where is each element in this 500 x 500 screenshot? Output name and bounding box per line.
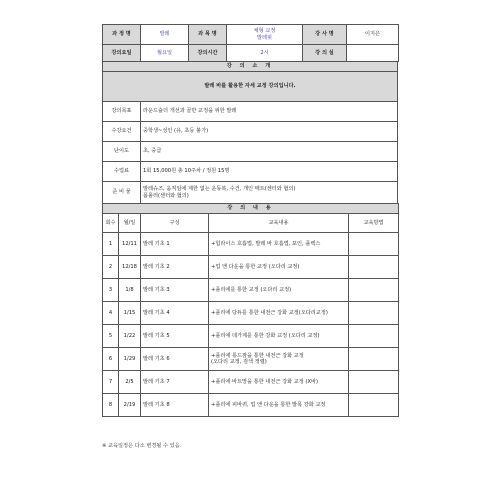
table-row <box>103 279 399 302</box>
row-content <box>209 233 349 256</box>
row-method <box>349 279 399 302</box>
col-header-date: 월/일 <box>119 214 141 233</box>
subject-value-line1: 체형 교정 <box>253 28 276 35</box>
intro-table <box>102 61 398 102</box>
row-method <box>349 348 399 371</box>
row-number: 2 <box>103 256 119 279</box>
table-row <box>103 302 399 325</box>
footnote: ※ 교육일정은 다소 변경될 수 있음. <box>102 443 182 449</box>
row-content <box>209 394 349 417</box>
row-date: 1/29 <box>119 348 141 371</box>
class-time-value: 2시 <box>227 45 303 62</box>
row-content <box>209 302 349 325</box>
row-topic: 발레 기초 4 <box>141 302 209 325</box>
level-label: 난이도 <box>103 142 141 162</box>
row-topic: 발레 기초 1 <box>141 233 209 256</box>
class-time-label: 강의시간 <box>189 45 227 62</box>
row-date: 1/22 <box>119 325 141 348</box>
row-content-line1: +플리에 당듀를 통한 내전근 강화 교정(오다리교정) <box>211 309 328 316</box>
row-date: 1/8 <box>119 279 141 302</box>
row-content-line1: +업 앤 다운을 통한 교정 (오다리 교정) <box>211 263 300 270</box>
row-content-line1: +힙라이스 호흡법, 발레 바 호흡법, 포인, 플렉스 <box>211 240 321 247</box>
schedule-body <box>103 233 399 417</box>
materials-value <box>141 182 398 204</box>
materials-line1: 발레슈즈, 움직임에 제한 없는 운동복, 수건, 개인 매트(센터와 협의) <box>143 186 296 193</box>
row-content-line1: +플리에 롱드잠을 통한 내전근 강화 교정 <box>211 352 304 359</box>
classroom-value <box>347 45 399 62</box>
table-row <box>103 256 399 279</box>
row-date: 2/5 <box>119 371 141 394</box>
row-topic: 발레 기초 8 <box>141 394 209 417</box>
subject-label: 과 목 명 <box>189 25 227 45</box>
row-content <box>209 371 349 394</box>
schedule-band: 강 의 내 용 <box>103 204 399 214</box>
materials-line2: 폼롤러(센터와 협의) <box>143 192 189 199</box>
row-content <box>209 348 349 371</box>
row-content-line1: +플리에 피바퀴, 업 앤 다운을 통한 발목 강화 교정 <box>211 401 326 408</box>
class-day-value: 월요일 <box>141 45 189 62</box>
row-content-line2: (오다리 교정, 검색 정렬) <box>211 359 267 365</box>
row-method <box>349 325 399 348</box>
row-number: 3 <box>103 279 119 302</box>
row-number: 8 <box>103 394 119 417</box>
row-content-line1: +플리에 데가제를 통한 강화 교정 (오다리 교정) <box>211 332 320 339</box>
row-method <box>349 302 399 325</box>
intro-band: 강 의 소 개 <box>103 62 398 72</box>
row-method <box>349 371 399 394</box>
course-info-table <box>102 101 398 204</box>
row-date: 12/11 <box>119 233 141 256</box>
target-value: 중학생~성인 (유, 초등 불가) <box>141 122 398 142</box>
row-topic: 발레 기초 7 <box>141 371 209 394</box>
row-number: 5 <box>103 325 119 348</box>
row-number: 1 <box>103 233 119 256</box>
classroom-label: 강 의 실 <box>303 45 347 62</box>
row-topic: 발레 기초 6 <box>141 348 209 371</box>
course-document <box>102 24 398 417</box>
row-content-line1: +플리에 바트망을 통한 내전근 강화 교정 (X바) <box>211 378 319 385</box>
table-row <box>103 394 399 417</box>
row-method <box>349 394 399 417</box>
col-header-content: 교육내용 <box>209 214 349 233</box>
row-content <box>209 256 349 279</box>
level-value: 초, 중급 <box>141 142 398 162</box>
course-name-value: 발레 <box>141 25 189 45</box>
row-content-line1: +플리에를 통한 교정 (오다리 교정) <box>211 286 292 293</box>
row-topic: 발레 기초 2 <box>141 256 209 279</box>
row-date: 2/19 <box>119 394 141 417</box>
schedule-table <box>102 203 399 417</box>
subject-value-line2: 발레핏 <box>256 34 273 41</box>
table-row <box>103 348 399 371</box>
fee-value: 1회 15,000원 총 10주차 / 정원 15명 <box>141 162 398 182</box>
table-row <box>103 371 399 394</box>
row-date: 12/18 <box>119 256 141 279</box>
course-name-label: 과 정 명 <box>103 25 141 45</box>
row-number: 7 <box>103 371 119 394</box>
row-method <box>349 233 399 256</box>
teacher-value: 이지은 <box>347 25 399 45</box>
col-header-no: 회수 <box>103 214 119 233</box>
target-label: 수강요건 <box>103 122 141 142</box>
row-method <box>349 256 399 279</box>
subject-value <box>227 25 303 45</box>
row-date: 1/15 <box>119 302 141 325</box>
course-header-table <box>102 24 399 62</box>
row-topic: 발레 기초 3 <box>141 279 209 302</box>
row-topic: 발레 기초 5 <box>141 325 209 348</box>
col-header-topic: 구성 <box>141 214 209 233</box>
fee-label: 수업료 <box>103 162 141 182</box>
table-row <box>103 233 399 256</box>
intro-text: 발레 바를 활용한 자세 교정 강의입니다. <box>103 72 398 102</box>
teacher-label: 강 사 명 <box>303 25 347 45</box>
goal-label: 강의목표 <box>103 102 141 122</box>
class-day-label: 강의요일 <box>103 45 141 62</box>
materials-label: 준 비 물 <box>103 182 141 204</box>
row-content <box>209 279 349 302</box>
goal-value: 라운드숄더 개선과 골반 교정을 위한 발레 <box>141 102 398 122</box>
row-number: 4 <box>103 302 119 325</box>
row-number: 6 <box>103 348 119 371</box>
col-header-method: 교육방법 <box>349 214 399 233</box>
table-row <box>103 325 399 348</box>
row-content <box>209 325 349 348</box>
